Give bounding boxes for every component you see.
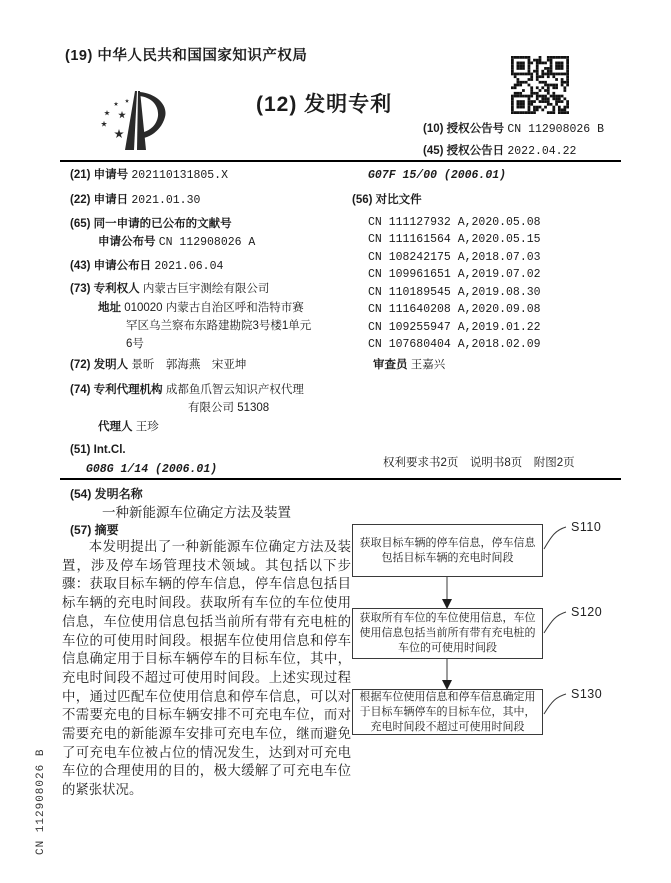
intcl-value: G08G 1/14 (2006.01) — [86, 463, 218, 476]
application-date-value: 2021.01.30 — [131, 194, 201, 207]
agency-value-1: 成都鱼爪智云知识产权代理 — [165, 384, 304, 396]
cited-reference: CN 111127932 A,2020.05.08 — [368, 216, 541, 229]
application-publication-date-value: 2021.06.04 — [154, 260, 224, 273]
application-date-line — [70, 193, 200, 208]
flow-step-1-box — [352, 524, 543, 577]
flow-step-2-label: S120 — [571, 605, 603, 619]
application-number-value: 202110131805.X — [131, 169, 228, 182]
patentee-line — [70, 282, 269, 297]
intcl-label: (51) Int.Cl. — [70, 444, 126, 456]
logo-stars — [101, 99, 129, 138]
flowchart-figure — [340, 515, 671, 780]
pages-info: 权利要求书2页 说明书8页 附图2页 — [383, 457, 575, 469]
agent-value: 王珍 — [135, 421, 159, 433]
abstract-label: (57) 摘要 — [70, 523, 119, 537]
address-line-1 — [98, 301, 304, 316]
cited-reference: CN 111640208 A,2020.09.08 — [368, 303, 541, 316]
cited-reference: CN 109255947 A,2019.01.22 — [368, 321, 541, 334]
examiner-value: 王嘉兴 — [410, 359, 446, 371]
application-number-line — [70, 168, 228, 183]
application-publication-value: CN 112908026 A — [158, 236, 256, 249]
inventors-value: 景昕 郭海燕 宋亚坤 — [131, 359, 247, 371]
cited-reference: CN 109961651 A,2019.07.02 — [368, 268, 541, 281]
address-label: 地址 — [98, 302, 121, 314]
agency-line-2: 有限公司 51308 — [188, 402, 270, 414]
vertical-doc-code: CN 112908026 B — [35, 748, 47, 855]
cited-reference: CN 111161564 A,2020.05.15 — [368, 233, 541, 246]
application-number-label: (21) 申请号 — [70, 169, 129, 181]
application-publication-date-label: (43) 申请公布日 — [70, 260, 152, 272]
flow-step-2-text: 获取所有车位的车位使用信息，车位使用信息包括当前所有带有充电桩的车位的可使用时间段 — [359, 612, 536, 654]
publication-number-value: CN 112908026 B — [507, 123, 604, 136]
flow-step-1-label: S110 — [571, 520, 602, 534]
flow-step-3-text: 根据车位使用信息和停车信息确定用于目标车辆停车的目标车位，其中，充电时间段不超过可使用时间段 — [359, 690, 536, 733]
application-date-label: (22) 申请日 — [70, 194, 129, 206]
invention-title: 一种新能源车位确定方法及装置 — [102, 505, 291, 520]
cnipa-logo-icon — [97, 84, 192, 159]
address-value-1: 010020 内蒙古自治区呼和浩特市赛 — [124, 302, 304, 314]
invention-title-label: (54) 发明名称 — [70, 487, 143, 501]
document-type-title: (12) 发明专利 — [256, 93, 393, 116]
publication-date-value: 2022.04.22 — [507, 145, 577, 158]
office-name: (19) 中华人民共和国国家知识产权局 — [65, 48, 308, 64]
flow-step-3-label: S130 — [571, 687, 603, 701]
address-line-2: 罕区乌兰察布东路建勘院3号楼1单元 — [126, 320, 312, 332]
flow-step-3-box — [352, 689, 543, 735]
patentee-value: 内蒙古巨宇测绘有限公司 — [142, 283, 270, 295]
cited-reference: CN 110189545 A,2019.08.30 — [368, 286, 541, 299]
header-divider — [60, 160, 621, 162]
application-publication-date-line — [70, 259, 223, 274]
publication-date-line — [423, 144, 576, 159]
agency-line-1 — [70, 383, 304, 398]
intcl-value-2: G07F 15/00 (2006.01) — [368, 169, 507, 182]
cited-reference: CN 107680404 A,2018.02.09 — [368, 338, 541, 351]
agency-label: (74) 专利代理机构 — [70, 384, 163, 396]
abstract-text: 本发明提出了一种新能源车位确定方法及装置，涉及停车场管理技术领域。其包括以下步骤：获取目标车辆的停车信息，停车信息包括目标车辆的充电时间段。获取所有车位的车位使用信息，车位使用信息包括当前所有带有充电桩的车位的可使用时间段。根据车位使用信息和停车信息确定用于目标车辆停车的目标车位，其中，充电时间段不超过可使用时间段。上述实现过程中，通过匹配车位使用信息和停车信息，可以对不需要充电的目标车辆安排不可充电车位，而对需要充电的新能源车安排可充电车位，继而避免了可充电车位被占位的情况发生，达到对可充电车位的合理使用的目的，极大缓解了可充电车位的紧张状况。 — [62, 539, 351, 798]
publication-date-label: (45) 授权公告日 — [423, 145, 505, 157]
examiner-line — [373, 358, 445, 373]
agent-line — [98, 420, 159, 435]
address-line-3: 6号 — [126, 338, 144, 350]
examiner-label: 审查员 — [373, 359, 408, 371]
cited-reference: CN 108242175 A,2018.07.03 — [368, 251, 541, 264]
cited-references-label: (56) 对比文件 — [352, 194, 422, 206]
flow-step-1-text: 获取目标车辆的停车信息，停车信息包括目标车辆的充电时间段 — [359, 536, 536, 564]
agent-label: 代理人 — [98, 421, 133, 433]
flow-step-2-box — [352, 608, 543, 659]
application-publication-line — [98, 235, 255, 250]
publication-number-label: (10) 授权公告号 — [423, 123, 505, 135]
inventors-line — [70, 358, 246, 373]
patentee-label: (73) 专利权人 — [70, 283, 140, 295]
bibliography-divider — [60, 478, 621, 480]
inventors-label: (72) 发明人 — [70, 359, 129, 371]
same-application-label: (65) 同一申请的已公布的文献号 — [70, 218, 232, 230]
qr-code — [511, 56, 569, 114]
application-publication-label: 申请公布号 — [98, 236, 156, 248]
publication-number-line — [423, 122, 604, 137]
